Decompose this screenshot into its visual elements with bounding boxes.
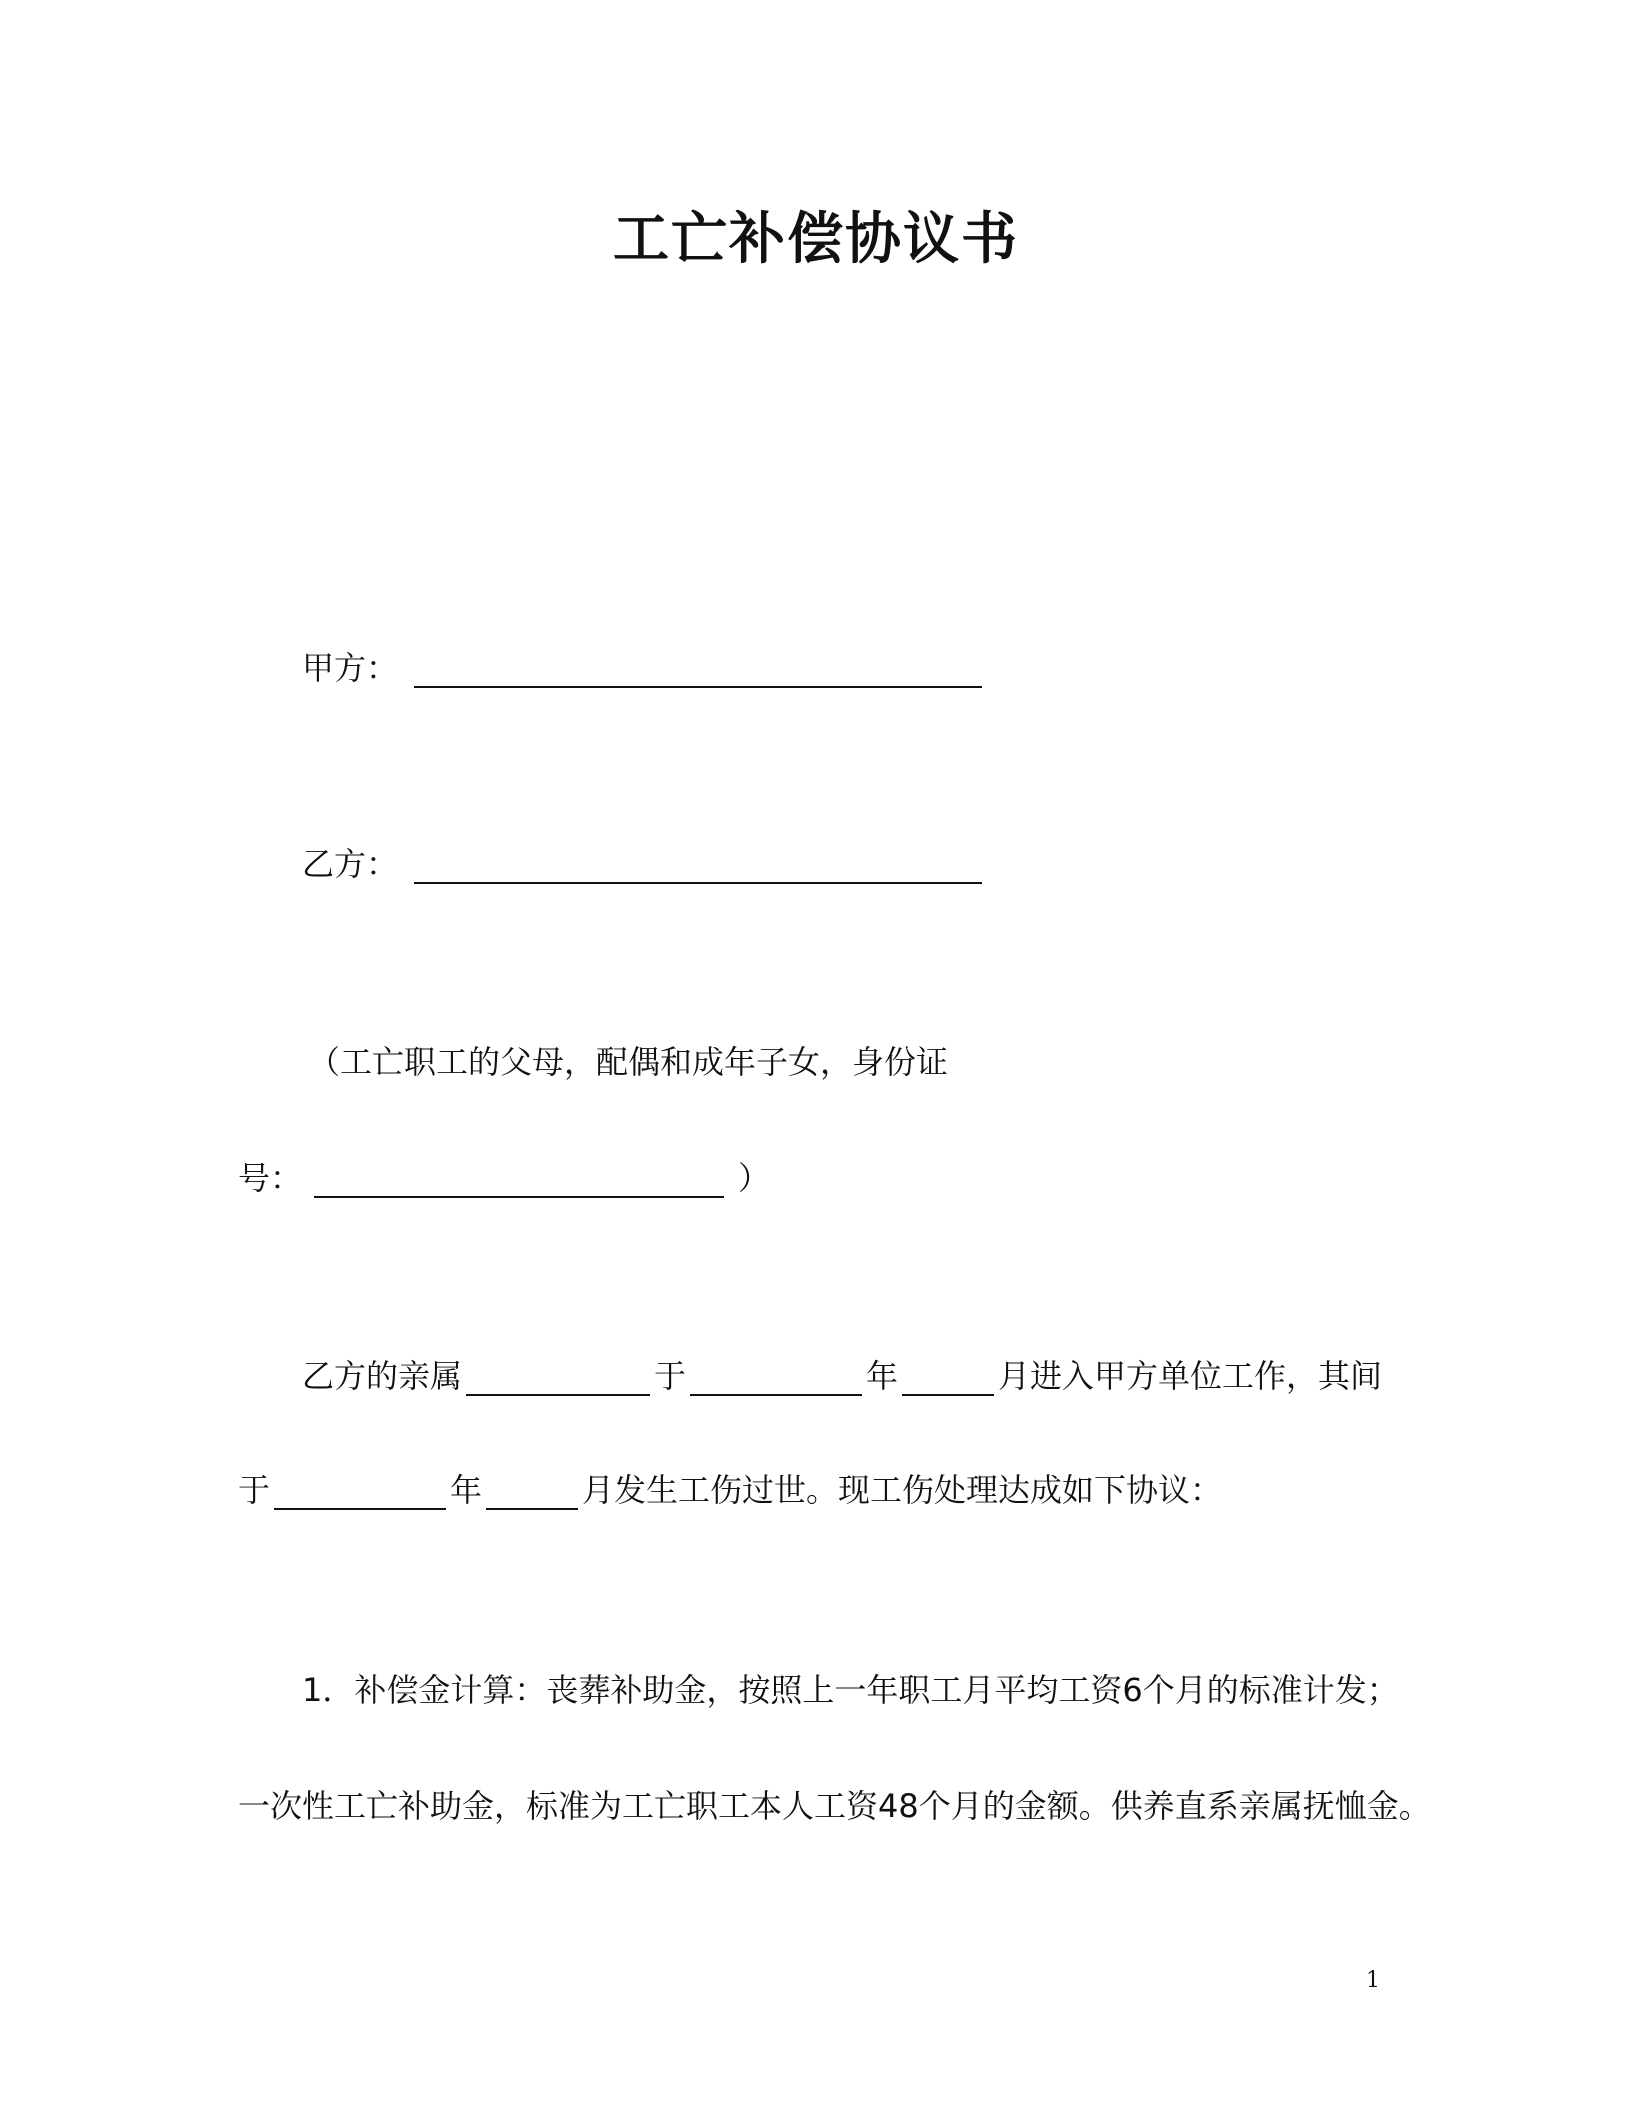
id-note-text-1: （工亡职工的父母，配偶和成年子女，身份证 [308, 1043, 949, 1081]
death-month-blank [486, 1478, 578, 1510]
entry-month-text: 月进入甲方单位工作，其间 [998, 1357, 1383, 1395]
entry-at-label: 于 [654, 1357, 687, 1395]
document-title: 工亡补偿协议书 [613, 207, 1019, 272]
party-b-blank [414, 852, 982, 884]
id-note-close-paren: ） [738, 1159, 771, 1197]
id-note-line-2 [238, 1158, 770, 1198]
party-a-line [302, 648, 986, 688]
death-year-label: 年 [450, 1471, 483, 1509]
party-b-line [302, 844, 986, 884]
party-a-blank [414, 656, 982, 688]
clause-1-line-2 [238, 1786, 1431, 1826]
party-a-label: 甲方： [302, 649, 399, 687]
death-at-label: 于 [238, 1471, 271, 1509]
death-year-blank [274, 1478, 446, 1510]
relative-name-blank [466, 1364, 650, 1396]
paragraph-1-line-2 [238, 1470, 1222, 1510]
paragraph-1-line-1 [302, 1356, 1382, 1396]
party-b-label: 乙方： [302, 845, 399, 883]
relative-label: 乙方的亲属 [302, 1357, 463, 1395]
entry-year-blank [690, 1364, 862, 1396]
death-month-text: 月发生工伤过世。现工伤处理达成如下协议： [582, 1471, 1223, 1509]
page-number: 1 [1366, 1968, 1380, 1993]
clause-1-line-1 [302, 1670, 1399, 1710]
clause-1-text-2: 一次性工亡补助金，标准为工亡职工本人工资48个月的金额。供养直系亲属抚恤金。 [238, 1787, 1431, 1825]
id-number-blank [314, 1166, 724, 1198]
clause-1-text-1: 1．补偿金计算：丧葬补助金，按照上一年职工月平均工资6个月的标准计发； [302, 1671, 1399, 1709]
id-note-line-1 [308, 1042, 948, 1082]
entry-month-blank [902, 1364, 994, 1396]
id-number-label: 号： [238, 1159, 303, 1197]
entry-year-label: 年 [866, 1357, 899, 1395]
